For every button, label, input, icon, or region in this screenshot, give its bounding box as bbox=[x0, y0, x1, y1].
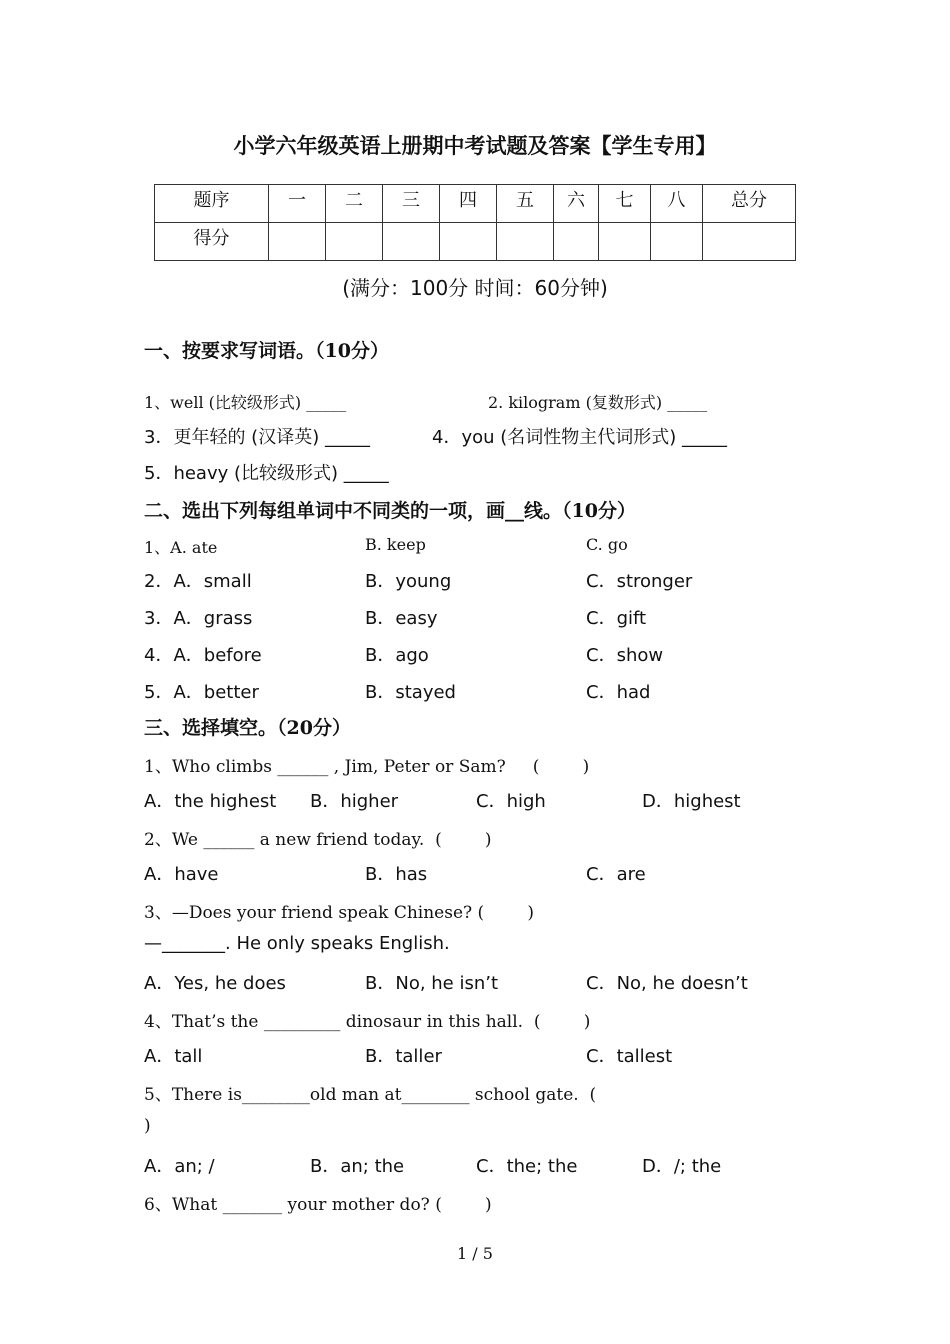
score-cell[interactable] bbox=[497, 223, 554, 261]
question-2: 2、We ______ a new friend today. ( ) bbox=[144, 830, 492, 850]
header-cell: 五 bbox=[497, 185, 554, 223]
option-c: C．stronger bbox=[586, 571, 693, 592]
header-cell: 六 bbox=[554, 185, 599, 223]
score-cell[interactable] bbox=[599, 223, 651, 261]
section1-heading: 一、按要求写词语。（10分） bbox=[144, 340, 389, 362]
question-5: 5、There is________old man at________ school gate. ( bbox=[144, 1085, 597, 1105]
option-c: C. go bbox=[586, 535, 628, 554]
page-number: 1 / 5 bbox=[457, 1244, 493, 1263]
header-cell: 题序 bbox=[155, 185, 269, 223]
header-cell: 二 bbox=[326, 185, 383, 223]
score-table-score-row bbox=[155, 223, 796, 261]
score-table-header-row bbox=[155, 185, 796, 223]
option-a: A．an; / bbox=[144, 1156, 215, 1177]
header-cell: 八 bbox=[651, 185, 703, 223]
option-b: B．higher bbox=[310, 791, 399, 812]
option-a: 1、A. ate bbox=[144, 538, 218, 557]
section3-heading: 三、选择填空。（20分） bbox=[144, 717, 351, 739]
option-b: B．ago bbox=[365, 645, 429, 666]
option-a: A．tall bbox=[144, 1046, 203, 1067]
score-cell[interactable] bbox=[326, 223, 383, 261]
option-c: C．No, he doesn’t bbox=[586, 973, 748, 994]
section2-heading: 二、选出下列每组单词中不同类的一项，画__线。（10分） bbox=[144, 500, 636, 522]
question-5-continued: ) bbox=[144, 1116, 151, 1136]
score-cell[interactable] bbox=[651, 223, 703, 261]
row-label-cell: 得分 bbox=[155, 223, 269, 261]
option-c: C．high bbox=[476, 791, 546, 812]
option-b: B．an; the bbox=[310, 1156, 405, 1177]
option-b: B．taller bbox=[365, 1046, 442, 1067]
option-c: C．the; the bbox=[476, 1156, 578, 1177]
score-cell[interactable] bbox=[703, 223, 796, 261]
option-a: A．have bbox=[144, 864, 219, 885]
score-table bbox=[154, 184, 796, 261]
score-cell[interactable] bbox=[269, 223, 326, 261]
score-cell[interactable] bbox=[554, 223, 599, 261]
question-item: 3．更年轻的 (汉译英) _____ bbox=[144, 427, 370, 448]
option-c: C．had bbox=[586, 682, 651, 703]
option-c: C．show bbox=[586, 645, 664, 666]
question-item: 4．you (名词性物主代词形式) _____ bbox=[432, 427, 728, 448]
option-b: B. keep bbox=[365, 535, 426, 554]
option-d: D．/; the bbox=[642, 1156, 722, 1177]
option-b: B．has bbox=[365, 864, 428, 885]
option-a: A．the highest bbox=[144, 791, 277, 812]
question-1: 1、Who climbs ______ , Jim, Peter or Sam? ( ) bbox=[144, 757, 590, 777]
question-item: 1、well (比较级形式) _____ bbox=[144, 393, 347, 412]
score-cell[interactable] bbox=[440, 223, 497, 261]
option-b: B．young bbox=[365, 571, 452, 592]
question-item: 5．heavy (比较级形式) _____ bbox=[144, 463, 389, 484]
header-cell: 一 bbox=[269, 185, 326, 223]
question-3-reply: —_______. He only speaks English. bbox=[144, 933, 450, 954]
page-title: 小学六年级英语上册期中考试题及答案【学生专用】 bbox=[233, 133, 717, 158]
header-cell: 三 bbox=[383, 185, 440, 223]
score-cell[interactable] bbox=[383, 223, 440, 261]
header-cell: 总分 bbox=[703, 185, 796, 223]
header-cell: 四 bbox=[440, 185, 497, 223]
option-a: 2．A．small bbox=[144, 571, 252, 592]
option-b: B．stayed bbox=[365, 682, 456, 703]
exam-meta: (满分：100分 时间：60分钟) bbox=[342, 276, 608, 300]
question-4: 4、That’s the _________ dinosaur in this hall. ( ) bbox=[144, 1012, 591, 1032]
option-b: B．easy bbox=[365, 608, 438, 629]
option-a: 5．A．better bbox=[144, 682, 259, 703]
option-d: D．highest bbox=[642, 791, 741, 812]
question-item: 2. kilogram (复数形式) _____ bbox=[488, 393, 708, 412]
question-3: 3、—Does your friend speak Chinese? ( ) bbox=[144, 903, 535, 923]
header-cell: 七 bbox=[599, 185, 651, 223]
option-c: C．are bbox=[586, 864, 646, 885]
option-a: 4．A．before bbox=[144, 645, 262, 666]
option-c: C．tallest bbox=[586, 1046, 673, 1067]
question-6: 6、What _______ your mother do? ( ) bbox=[144, 1195, 492, 1215]
option-b: B．No, he isn’t bbox=[365, 973, 499, 994]
option-a: 3．A．grass bbox=[144, 608, 253, 629]
option-a: A．Yes, he does bbox=[144, 973, 286, 994]
option-c: C．gift bbox=[586, 608, 647, 629]
